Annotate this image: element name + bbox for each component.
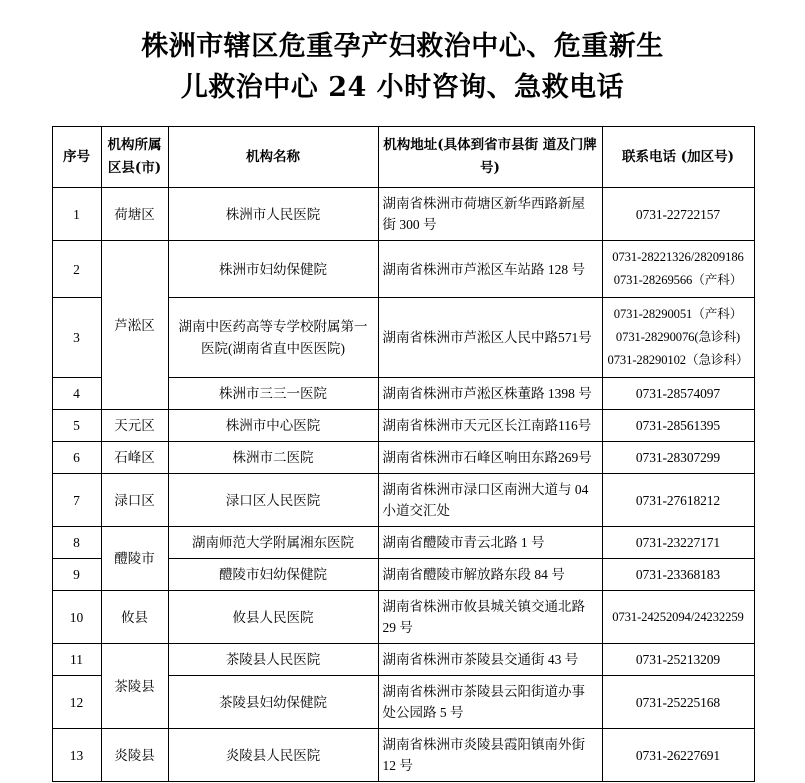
cell-index: 2: [52, 241, 101, 298]
cell-phone-line: 0731-28290076(急诊科): [615, 330, 741, 344]
cell-phone-line: 0731-28221326/28209186: [612, 250, 744, 264]
cell-address-line: 湖南省株洲市芦淞区车站路 128 号: [382, 261, 585, 277]
cell-index: 6: [52, 442, 101, 474]
column-header-phone-line-2: (加区号): [680, 148, 734, 165]
cell-institution-name: [168, 676, 378, 729]
cell-institution-name: [168, 378, 378, 410]
cell-phone-line: 0731-25213209: [635, 652, 721, 667]
cell-institution-name-line: 炎陵县人民医院: [225, 747, 321, 763]
cell-index: 1: [52, 188, 101, 241]
table-row: [52, 241, 754, 298]
cell-address: [378, 410, 602, 442]
cell-address: [378, 298, 602, 378]
cell-phone: [602, 527, 754, 559]
cell-index: 11: [52, 644, 101, 676]
page-title-line-2: 儿救治中心 24 小时咨询、急救电话: [180, 72, 625, 103]
cell-address-line: 29 号: [382, 620, 413, 635]
cell-district: 芦淞区: [101, 241, 168, 410]
cell-institution-name: [168, 298, 378, 378]
column-header-address-line-1: 机构地址(具体到省市县街: [383, 137, 539, 153]
cell-institution-name-line: 株洲市人民医院: [225, 206, 321, 222]
cell-institution-name-line: 攸县人民医院: [232, 609, 314, 625]
table-header-row: [52, 127, 754, 188]
cell-address-line: 湖南省株洲市天元区长江南路116号: [382, 418, 592, 433]
cell-address: [378, 474, 602, 527]
cell-phone-line: 0731-28269566（产科）: [613, 273, 743, 287]
cell-institution-name-line: 茶陵县人民医院: [225, 652, 321, 667]
cell-institution-name-line: 株洲市三三一医院: [219, 386, 327, 401]
cell-phone-line: 0731-22722157: [635, 206, 721, 222]
cell-address-line: 湖南省醴陵市解放路东段 84 号: [382, 567, 565, 582]
cell-address-line: 12 号: [382, 758, 413, 773]
table-row: [52, 442, 754, 474]
cell-district: 石峰区: [101, 442, 168, 474]
table-row: [52, 591, 754, 644]
cell-address-line: 湖南省株洲市茶陵县云阳街道办事: [382, 684, 585, 699]
column-header-phone-line-1: 联系电话: [622, 148, 676, 165]
cell-address-line: 湖南省醴陵市青云北路 1 号: [382, 535, 545, 550]
cell-address: [378, 442, 602, 474]
cell-institution-name-line: 湖南中医药高等专学校附属第一: [178, 318, 368, 334]
cell-phone-line: 0731-28290051（产科）: [613, 307, 743, 321]
column-header-address-line-2: 道及门牌号): [480, 137, 597, 176]
cell-address: [378, 559, 602, 591]
cell-phone-line: 0731-28561395: [635, 418, 721, 433]
cell-district: 荷塘区: [101, 188, 168, 241]
cell-index: 7: [52, 474, 101, 527]
cell-address-line: 湖南省株洲市炎陵县霞阳镇南外街: [382, 737, 585, 752]
cell-phone: [602, 729, 754, 782]
cell-address: [378, 188, 602, 241]
cell-institution-name: [168, 644, 378, 676]
table-body: [52, 188, 754, 782]
cell-phone-line: 0731-28574097: [635, 386, 721, 401]
cell-address-line: 湖南省株洲市芦淞区人民中路571号: [382, 330, 592, 345]
cell-index: 9: [52, 559, 101, 591]
column-header-institution-name: 机构名称: [168, 127, 378, 188]
cell-index: 8: [52, 527, 101, 559]
cell-phone: [602, 241, 754, 298]
cell-phone-line: 0731-28307299: [635, 450, 721, 465]
cell-institution-name-line: 医院(湖南省直中医医院): [201, 340, 345, 356]
cell-address: [378, 644, 602, 676]
page-title-line-1: 株洲市辖区危重孕产妇救治中心、危重新生: [141, 31, 664, 62]
cell-institution-name-line: 渌口区人民医院: [225, 492, 321, 508]
cell-institution-name-line: 茶陵县妇幼保健院: [219, 694, 327, 710]
table-row: [52, 410, 754, 442]
cell-index: 12: [52, 676, 101, 729]
column-header-address: [378, 127, 602, 188]
cell-phone: [602, 188, 754, 241]
cell-institution-name-line: 株洲市中心医院: [225, 418, 321, 433]
cell-address: [378, 729, 602, 782]
cell-institution-name-line: 株洲市妇幼保健院: [219, 261, 327, 277]
table-row: [52, 527, 754, 559]
column-header-district-line-1: 机构所属: [107, 137, 162, 153]
cell-phone-line: 0731-26227691: [635, 747, 721, 763]
cell-phone: [602, 559, 754, 591]
cell-phone-line: 0731-23227171: [635, 535, 721, 550]
cell-address: [378, 591, 602, 644]
table-container: [52, 126, 754, 782]
cell-phone: [602, 676, 754, 729]
cell-institution-name: [168, 474, 378, 527]
cell-address-line: 湖南省株洲市攸县城关镇交通北路: [382, 599, 585, 614]
cell-institution-name: [168, 729, 378, 782]
cell-institution-name: [168, 559, 378, 591]
cell-institution-name: [168, 410, 378, 442]
cell-index: 13: [52, 729, 101, 782]
cell-index: 10: [52, 591, 101, 644]
cell-district: 醴陵市: [101, 527, 168, 591]
cell-phone: [602, 644, 754, 676]
cell-institution-name: [168, 591, 378, 644]
cell-address-line: 湖南省株洲市渌口区南洲大道与 04: [382, 482, 589, 497]
table-row: [52, 474, 754, 527]
cell-phone: [602, 474, 754, 527]
cell-phone: [602, 410, 754, 442]
cell-institution-name-line: 株洲市二医院: [232, 450, 314, 465]
cell-index: 4: [52, 378, 101, 410]
cell-address-line: 街 300 号: [382, 217, 437, 232]
cell-phone-line: 0731-28290102（急诊科）: [607, 353, 749, 367]
cell-address: [378, 527, 602, 559]
cell-district: 天元区: [101, 410, 168, 442]
cell-address-line: 湖南省株洲市石峰区响田东路269号: [382, 450, 592, 465]
cell-institution-name-line: 湖南师范大学附属湘东医院: [192, 535, 354, 550]
cell-address-line: 湖南省株洲市芦淞区株董路 1398 号: [382, 386, 592, 401]
column-header-index: 序号: [52, 127, 101, 188]
cell-phone-line: 0731-27618212: [635, 492, 721, 508]
cell-address-line: 处公园路 5 号: [382, 705, 464, 720]
cell-index: 5: [52, 410, 101, 442]
table-header: [52, 127, 754, 188]
emergency-contact-table: [52, 126, 755, 782]
cell-phone-line: 0731-23368183: [635, 567, 721, 582]
cell-index: 3: [52, 298, 101, 378]
cell-institution-name: [168, 241, 378, 298]
table-row: [52, 729, 754, 782]
cell-address-line: 湖南省株洲市茶陵县交通街 43 号: [382, 652, 579, 667]
cell-district: 渌口区: [101, 474, 168, 527]
cell-address-line: 小道交汇处: [382, 503, 450, 518]
cell-institution-name: [168, 188, 378, 241]
cell-phone: [602, 591, 754, 644]
cell-institution-name: [168, 527, 378, 559]
table-row: [52, 188, 754, 241]
cell-phone: [602, 442, 754, 474]
cell-address: [378, 676, 602, 729]
cell-district: 炎陵县: [101, 729, 168, 782]
table-row: [52, 644, 754, 676]
page-title: [0, 0, 805, 108]
cell-phone: [602, 378, 754, 410]
column-header-district: [101, 127, 168, 188]
column-header-district-line-2: 区县(市): [107, 160, 162, 176]
cell-institution-name: [168, 442, 378, 474]
cell-address-line: 湖南省株洲市荷塘区新华西路新屋: [382, 196, 585, 211]
cell-address: [378, 378, 602, 410]
cell-address: [378, 241, 602, 298]
column-header-phone: [602, 127, 754, 188]
cell-institution-name-line: 醴陵市妇幼保健院: [219, 567, 327, 582]
cell-district: 茶陵县: [101, 644, 168, 729]
cell-phone-line: 0731-24252094/24232259: [612, 609, 744, 624]
cell-district: 攸县: [101, 591, 168, 644]
cell-phone: [602, 298, 754, 378]
cell-phone-line: 0731-25225168: [635, 694, 721, 710]
